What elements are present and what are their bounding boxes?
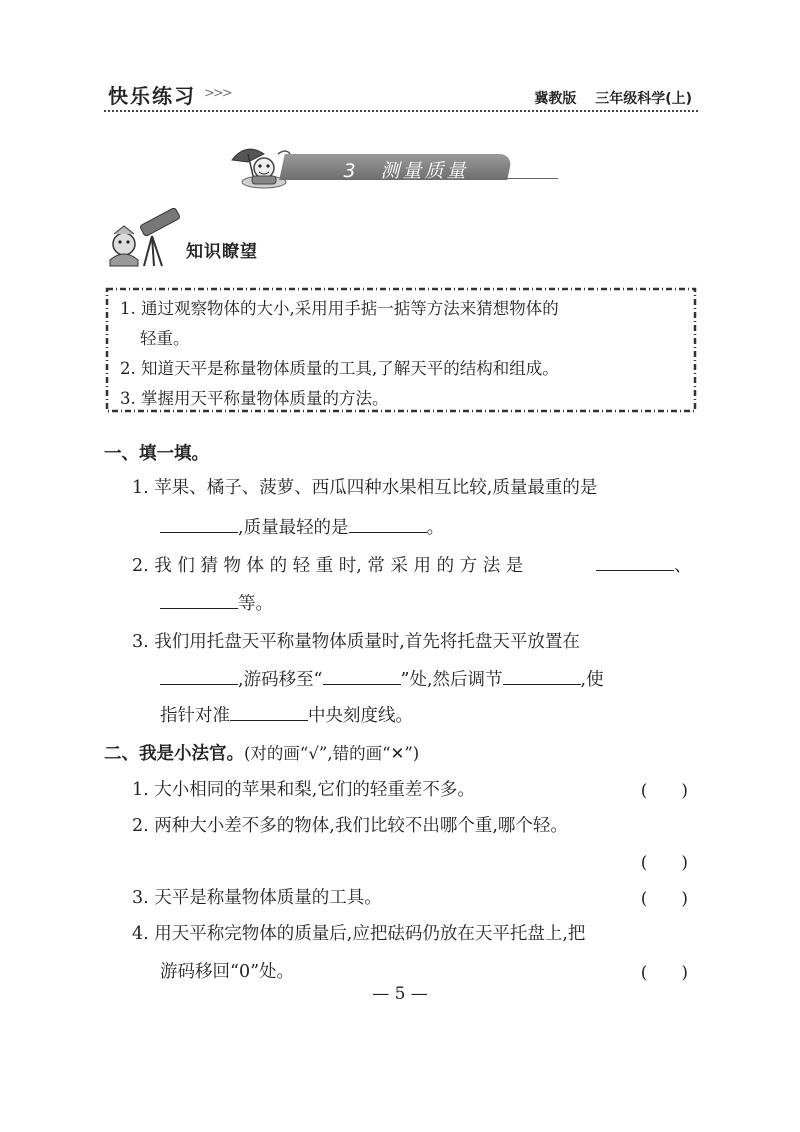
answer-blank[interactable] [503, 666, 581, 685]
book-info [534, 88, 692, 108]
chevron-decoration: >>> [204, 86, 231, 101]
edition-label: 冀教版 [534, 91, 577, 107]
telescope-mascot-icon [104, 208, 186, 270]
q1-text-end: 。 [426, 518, 445, 538]
series-title: 快乐练习 [108, 84, 196, 108]
q2-separator: 、 [674, 556, 692, 576]
judge-item-4-cont: 游码移回“0”处。 [160, 962, 295, 982]
q2-text-main: 2. 我 们 猜 物 体 的 轻 重 时, 常 采 用 的 方 法 是 [132, 556, 524, 576]
lesson-title-banner [228, 140, 568, 192]
q3-text-b: ”处,然后调节 [400, 670, 503, 690]
part2-title: 二、我是小法官。 [104, 744, 244, 764]
q2-answer-line [160, 590, 273, 615]
q2-blank-line [596, 552, 692, 577]
part2-instruction: (对的画“√”,错的画“✕”) [244, 744, 420, 763]
answer-paren[interactable]: ( ) [640, 781, 688, 801]
q1-answer-line [160, 514, 444, 539]
goal-item: 1. 通过观察物体的大小,采用用手掂一掂等方法来猜想物体的 [120, 299, 559, 318]
goal-item: 3. 掌握用天平称量物体质量的方法。 [120, 389, 389, 408]
judge-item-3: 3. 天平是称量物体质量的工具。 [132, 888, 382, 908]
title-underline [506, 178, 558, 179]
part2-heading [104, 740, 419, 765]
q3-answer-line-2 [160, 702, 413, 727]
answer-paren[interactable]: ( ) [640, 889, 688, 909]
q1-text-mid: ,质量最轻的是 [238, 518, 349, 538]
q3-text-a: ,游码移至“ [238, 670, 323, 690]
q3-answer-line [160, 666, 604, 691]
judge-item-1: 1. 大小相同的苹果和梨,它们的轻重差不多。 [132, 780, 475, 800]
lesson-title: 3 测量质量 [343, 160, 469, 182]
answer-blank[interactable] [349, 514, 427, 533]
q2-text [132, 552, 523, 577]
grade-subject-label: 三年级科学(上) [595, 91, 692, 107]
answer-blank[interactable] [160, 514, 238, 533]
answer-paren[interactable]: ( ) [640, 853, 688, 873]
q3-text-d: 指针对准 [160, 706, 230, 726]
header-divider [104, 110, 698, 112]
judge-item-2: 2. 两种大小差不多的物体,我们比较不出哪个重,哪个轻。 [132, 816, 568, 836]
answer-blank[interactable] [230, 702, 308, 721]
part1-heading: 一、填一填。 [104, 444, 209, 464]
q2-text-end: 等。 [238, 594, 273, 614]
q3-text-e: 中央刻度线。 [308, 706, 413, 726]
page-number: — 5 — [372, 984, 428, 1004]
answer-blank[interactable] [596, 552, 674, 571]
learning-goals [120, 294, 686, 414]
judge-item-4: 4. 用天平称完物体的质量后,应把砝码仍放在天平托盘上,把 [132, 924, 586, 944]
q1-text: 1. 苹果、橘子、菠萝、西瓜四种水果相互比较,质量最重的是 [132, 478, 598, 498]
q3-text-c: ,使 [580, 670, 604, 690]
answer-blank[interactable] [323, 666, 401, 685]
goal-item: 轻重。 [140, 329, 190, 348]
answer-blank[interactable] [160, 590, 238, 609]
q3-text: 3. 我们用托盘天平称量物体质量时,首先将托盘天平放置在 [132, 632, 580, 652]
section-title: 知识瞭望 [186, 242, 258, 262]
goal-item: 2. 知道天平是称量物体质量的工具,了解天平的结构和组成。 [120, 359, 559, 378]
answer-paren[interactable]: ( ) [640, 963, 688, 983]
answer-blank[interactable] [160, 666, 238, 685]
